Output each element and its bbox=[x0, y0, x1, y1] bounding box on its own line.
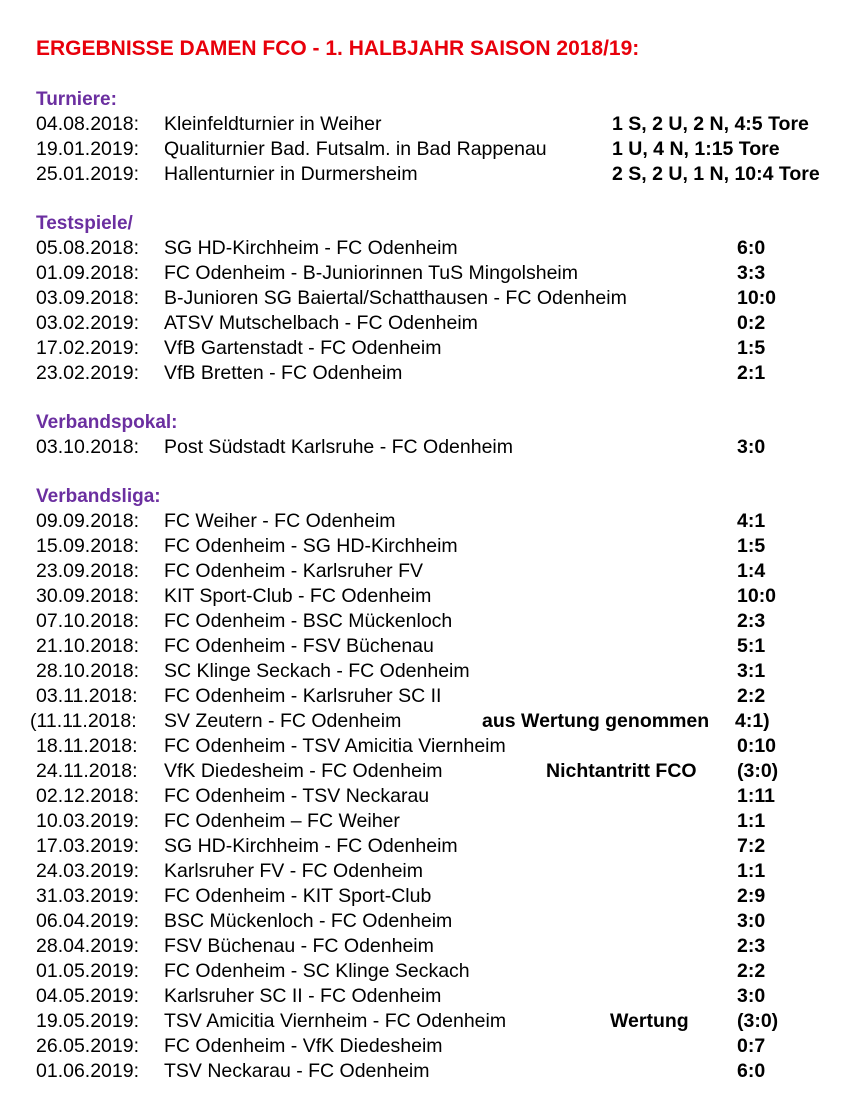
row-date: 01.06.2019: bbox=[36, 1060, 140, 1082]
row-match: FC Odenheim – FC Weiher bbox=[164, 810, 400, 832]
row-result: 1:4 bbox=[737, 560, 766, 582]
section-heading-testspiele: Testspiele/ bbox=[36, 213, 133, 234]
row-result: 1:5 bbox=[737, 535, 766, 557]
table-row bbox=[0, 337, 868, 362]
row-date: 03.10.2018: bbox=[36, 436, 140, 458]
section-heading-verbandsliga: Verbandsliga: bbox=[36, 486, 161, 507]
row-date: 03.02.2019: bbox=[36, 312, 140, 334]
row-date: 17.02.2019: bbox=[36, 337, 140, 359]
row-date: 24.11.2018: bbox=[36, 760, 138, 782]
row-match: FC Odenheim - TSV Amicitia Viernheim bbox=[164, 735, 506, 757]
table-row bbox=[0, 312, 868, 337]
row-result: (3:0) bbox=[737, 1010, 779, 1032]
row-match: Qualiturnier Bad. Futsalm. in Bad Rappenau bbox=[164, 138, 547, 160]
row-match: SG HD-Kirchheim - FC Odenheim bbox=[164, 835, 458, 857]
row-result: 3:3 bbox=[737, 262, 766, 284]
row-result: 10:0 bbox=[737, 585, 777, 607]
row-match: FC Odenheim - TSV Neckarau bbox=[164, 785, 430, 807]
row-match: FC Odenheim - SG HD-Kirchheim bbox=[164, 535, 458, 557]
row-result: 2:1 bbox=[737, 362, 766, 384]
row-match: TSV Neckarau - FC Odenheim bbox=[164, 1060, 430, 1082]
row-date: 28.04.2019: bbox=[36, 935, 140, 957]
table-row bbox=[0, 163, 868, 188]
row-date: 06.04.2019: bbox=[36, 910, 140, 932]
row-result: 3:0 bbox=[737, 910, 766, 932]
row-date: 30.09.2018: bbox=[36, 585, 140, 607]
row-match: FSV Büchenau - FC Odenheim bbox=[164, 935, 434, 957]
row-match: VfB Gartenstadt - FC Odenheim bbox=[164, 337, 442, 359]
row-match: ATSV Mutschelbach - FC Odenheim bbox=[164, 312, 478, 334]
table-row bbox=[0, 138, 868, 163]
row-date: 21.10.2018: bbox=[36, 635, 140, 657]
row-note: Wertung bbox=[610, 1010, 689, 1032]
row-date: 26.05.2019: bbox=[36, 1035, 140, 1057]
row-result: 6:0 bbox=[737, 1060, 766, 1082]
table-row bbox=[0, 785, 868, 810]
table-row bbox=[0, 960, 868, 985]
row-result: 5:1 bbox=[737, 635, 766, 657]
row-match: TSV Amicitia Viernheim - FC Odenheim bbox=[164, 1010, 507, 1032]
table-row bbox=[0, 660, 868, 685]
row-match: Hallenturnier in Durmersheim bbox=[164, 163, 418, 185]
row-result: 0:2 bbox=[737, 312, 766, 334]
row-result: 10:0 bbox=[737, 287, 777, 309]
row-date: 19.05.2019: bbox=[36, 1010, 140, 1032]
row-match: FC Odenheim - KIT Sport-Club bbox=[164, 885, 432, 907]
row-match: FC Odenheim - BSC Mückenloch bbox=[164, 610, 453, 632]
row-date: 07.10.2018: bbox=[36, 610, 140, 632]
row-date: 18.11.2018: bbox=[36, 735, 138, 757]
row-result: 4:1 bbox=[737, 510, 766, 532]
row-result: 7:2 bbox=[737, 835, 766, 857]
row-note: aus Wertung genommen bbox=[482, 710, 710, 732]
row-result: 2:2 bbox=[737, 685, 766, 707]
row-date: 15.09.2018: bbox=[36, 535, 140, 557]
row-date: 19.01.2019: bbox=[36, 138, 140, 160]
row-result: 3:1 bbox=[737, 660, 766, 682]
table-row bbox=[0, 287, 868, 312]
table-row bbox=[0, 1010, 868, 1035]
row-match: VfB Bretten - FC Odenheim bbox=[164, 362, 403, 384]
row-note: Nichtantritt FCO bbox=[546, 760, 697, 782]
row-result: 6:0 bbox=[737, 237, 766, 259]
row-result: 1:11 bbox=[737, 785, 775, 807]
row-date: 28.10.2018: bbox=[36, 660, 140, 682]
row-date: 10.03.2019: bbox=[36, 810, 140, 832]
row-result: 1:5 bbox=[737, 337, 766, 359]
table-row bbox=[0, 635, 868, 660]
table-row bbox=[0, 436, 868, 461]
section-heading-turniere: Turniere: bbox=[36, 89, 117, 110]
table-row bbox=[0, 113, 868, 138]
row-result: 2:2 bbox=[737, 960, 766, 982]
row-date: 03.11.2018: bbox=[36, 685, 138, 707]
row-match: BSC Mückenloch - FC Odenheim bbox=[164, 910, 453, 932]
row-date: 09.09.2018: bbox=[36, 510, 140, 532]
row-result: 3:0 bbox=[737, 436, 766, 458]
row-match: Kleinfeldturnier in Weiher bbox=[164, 113, 382, 135]
row-result: 1 U, 4 N, 1:15 Tore bbox=[612, 138, 780, 160]
row-result: 1:1 bbox=[737, 810, 766, 832]
row-match: B-Junioren SG Baiertal/Schatthausen - FC Odenheim bbox=[164, 287, 627, 309]
table-row bbox=[0, 710, 868, 735]
table-row bbox=[0, 860, 868, 885]
table-row bbox=[0, 985, 868, 1010]
row-match: Karlsruher FV - FC Odenheim bbox=[164, 860, 423, 882]
row-match: SV Zeutern - FC Odenheim bbox=[164, 710, 402, 732]
table-row bbox=[0, 760, 868, 785]
row-date: 05.08.2018: bbox=[36, 237, 140, 259]
row-date: 01.09.2018: bbox=[36, 262, 140, 284]
row-date: 17.03.2019: bbox=[36, 835, 140, 857]
table-row bbox=[0, 1035, 868, 1060]
table-row bbox=[0, 535, 868, 560]
table-row bbox=[0, 510, 868, 535]
row-result: 1:1 bbox=[737, 860, 766, 882]
table-row bbox=[0, 735, 868, 760]
row-match: FC Odenheim - Karlsruher SC II bbox=[164, 685, 442, 707]
table-row bbox=[0, 362, 868, 387]
row-date: 01.05.2019: bbox=[36, 960, 140, 982]
row-match: FC Weiher - FC Odenheim bbox=[164, 510, 396, 532]
row-date: 04.08.2018: bbox=[36, 113, 140, 135]
table-row bbox=[0, 935, 868, 960]
table-row bbox=[0, 885, 868, 910]
row-match: FC Odenheim - SC Klinge Seckach bbox=[164, 960, 470, 982]
table-row bbox=[0, 810, 868, 835]
row-date: 25.01.2019: bbox=[36, 163, 140, 185]
table-row bbox=[0, 262, 868, 287]
section-heading-verbandspokal: Verbandspokal: bbox=[36, 412, 178, 433]
table-row bbox=[0, 585, 868, 610]
table-row bbox=[0, 560, 868, 585]
row-result: 1 S, 2 U, 2 N, 4:5 Tore bbox=[612, 113, 809, 135]
row-date: (11.11.2018: bbox=[30, 710, 137, 732]
row-result: 0:10 bbox=[737, 735, 777, 757]
row-result: 2 S, 2 U, 1 N, 10:4 Tore bbox=[612, 163, 820, 185]
row-match: SC Klinge Seckach - FC Odenheim bbox=[164, 660, 470, 682]
table-row bbox=[0, 910, 868, 935]
row-result: 2:3 bbox=[737, 610, 766, 632]
row-match: Karlsruher SC II - FC Odenheim bbox=[164, 985, 442, 1007]
table-row bbox=[0, 610, 868, 635]
table-row bbox=[0, 237, 868, 262]
row-date: 04.05.2019: bbox=[36, 985, 140, 1007]
row-result: 2:9 bbox=[737, 885, 766, 907]
row-result: 2:3 bbox=[737, 935, 766, 957]
row-match: KIT Sport-Club - FC Odenheim bbox=[164, 585, 432, 607]
table-row bbox=[0, 1060, 868, 1085]
table-row bbox=[0, 835, 868, 860]
row-date: 02.12.2018: bbox=[36, 785, 140, 807]
row-date: 24.03.2019: bbox=[36, 860, 140, 882]
row-result: 0:7 bbox=[737, 1035, 766, 1057]
row-date: 23.09.2018: bbox=[36, 560, 140, 582]
row-result: 3:0 bbox=[737, 985, 766, 1007]
row-result: (3:0) bbox=[737, 760, 779, 782]
row-date: 23.02.2019: bbox=[36, 362, 140, 384]
row-match: Post Südstadt Karlsruhe - FC Odenheim bbox=[164, 436, 513, 458]
table-row bbox=[0, 685, 868, 710]
page-title: ERGEBNISSE DAMEN FCO - 1. HALBJAHR SAISON 2018/19: bbox=[36, 37, 640, 60]
row-match: FC Odenheim - B-Juniorinnen TuS Mingolsheim bbox=[164, 262, 579, 284]
row-match: FC Odenheim - VfK Diedesheim bbox=[164, 1035, 443, 1057]
row-result: 4:1) bbox=[735, 710, 770, 732]
row-match: FC Odenheim - FSV Büchenau bbox=[164, 635, 434, 657]
row-match: SG HD-Kirchheim - FC Odenheim bbox=[164, 237, 458, 259]
row-match: VfK Diedesheim - FC Odenheim bbox=[164, 760, 443, 782]
row-date: 31.03.2019: bbox=[36, 885, 140, 907]
row-date: 03.09.2018: bbox=[36, 287, 140, 309]
row-match: FC Odenheim - Karlsruher FV bbox=[164, 560, 423, 582]
